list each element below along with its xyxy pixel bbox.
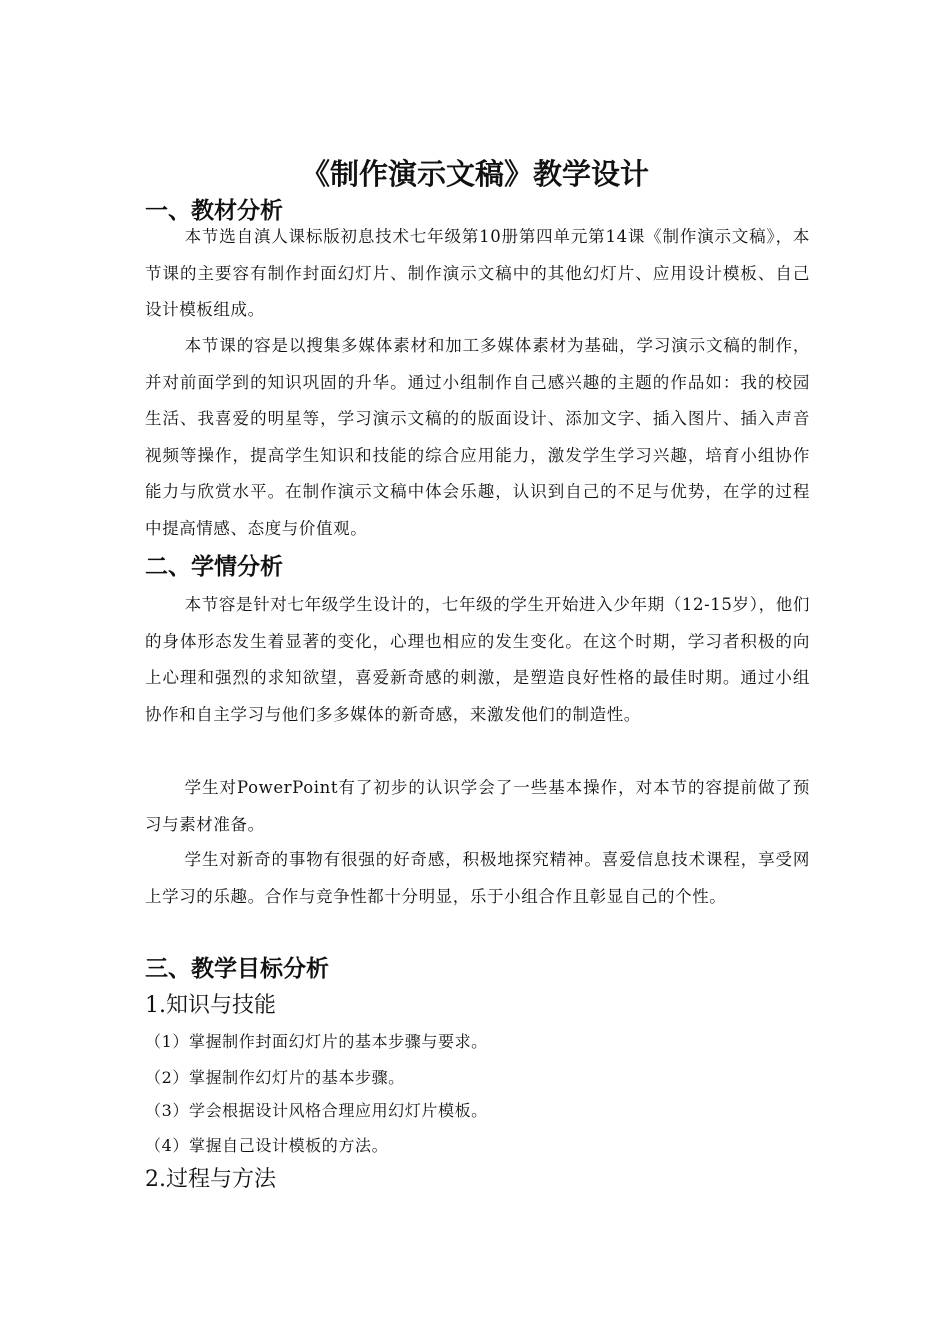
- document-title: 《制作演示文稿》教学设计: [300, 157, 649, 191]
- paragraph: 学生对PowerPoint有了初步的认识学会了一些基本操作，对本节的容提前做了预习与素材准备。: [145, 778, 810, 834]
- paragraph: 本节课的容是以搜集多媒体素材和加工多媒体素材为基础，学习演示文稿的制作，并对前面学到的知识巩固的升华。通过小组制作自己感兴趣的主题的作品如：我的校园生活、我喜爱的明星等，学习演示文稿的的版面设计、添加文字、插入图片、插入声音视频等操作，提高学生知识和技能的综合应用能力，激发学生学习兴趣，培育小组协作能力与欣赏水平。在制作演示文稿中体会乐趣，认识到自己的不足与优势，在学的过程中提高情感、态度与价值观。: [145, 336, 810, 538]
- list-item: （2）掌握制作幻灯片的基本步骤。: [145, 1068, 405, 1087]
- list-item: （1）掌握制作封面幻灯片的基本步骤与要求。: [145, 1032, 488, 1051]
- paragraph: 本节容是针对七年级学生设计的，七年级的学生开始进入少年期（12-15岁），他们的身体形态发生着显著的变化，心理也相应的发生变化。在这个时期，学习者积极的向上心理和强烈的求知欲望，喜爱新奇感的刺激，是塑造良好性格的最佳时期。通过小组协作和自主学习与他们多多媒体的新奇感，来激发他们的制造性。: [145, 595, 810, 724]
- section-heading-student-analysis: 二、学情分析: [145, 554, 283, 580]
- section-heading-objectives: 三、教学目标分析: [145, 956, 329, 982]
- section-heading-textbook-analysis: 一、教材分析: [145, 198, 283, 224]
- paragraph: 本节选自滇人课标版初息技术七年级第10册第四单元第14课《制作演示文稿》，本节课的主要容有制作封面幻灯片、制作演示文稿中的其他幻灯片、应用设计模板、自己设计模板组成。: [145, 227, 810, 319]
- subsection-heading-process-methods: 2.过程与方法: [145, 1167, 276, 1192]
- paragraph: 学生对新奇的事物有很强的好奇感，积极地探究精神。喜爱信息技术课程，享受网上学习的乐趣。合作与竞争性都十分明显，乐于小组合作且彰显自己的个性。: [145, 850, 810, 906]
- list-item: （3）学会根据设计风格合理应用幻灯片模板。: [145, 1101, 488, 1120]
- subsection-heading-knowledge-skills: 1.知识与技能: [145, 993, 276, 1018]
- list-item: （4）掌握自己设计模板的方法。: [145, 1136, 389, 1155]
